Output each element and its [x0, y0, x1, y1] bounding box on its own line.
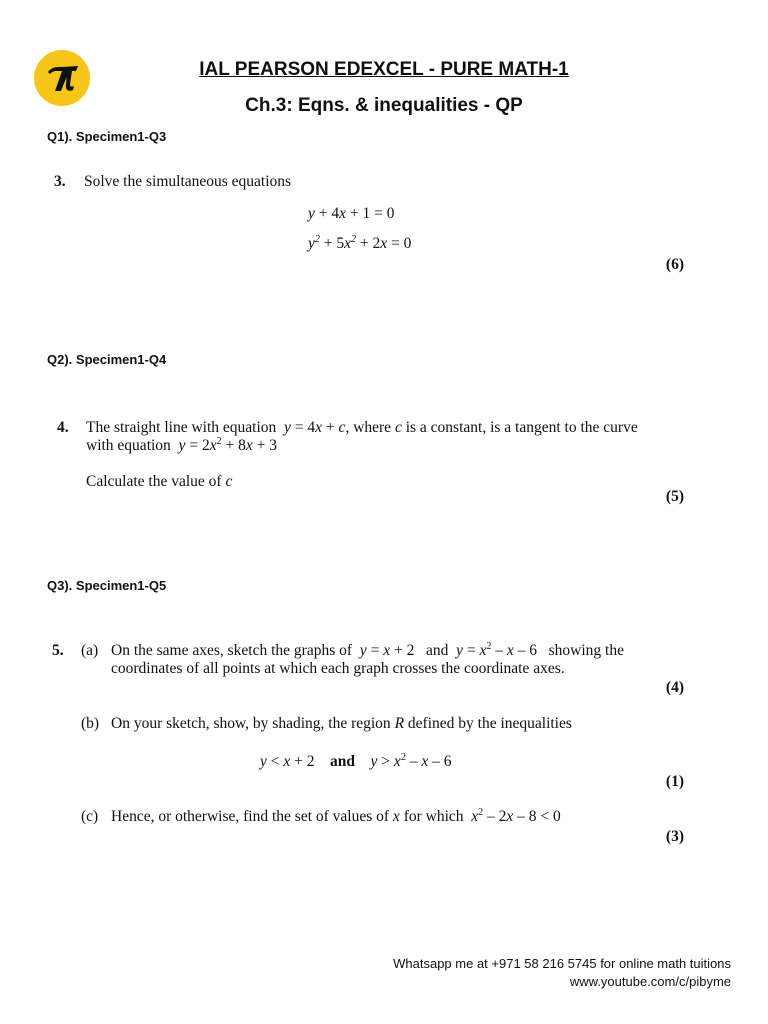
- question-1-prompt: Solve the simultaneous equations: [84, 173, 292, 190]
- equation-1: y + 4x + 1 = 0: [308, 205, 395, 222]
- part-b-inequalities: y < x + 2 and $y > x^2 - x - 6$: [260, 752, 452, 770]
- question-1-number: 3.: [54, 173, 66, 190]
- question-2-number: 4.: [57, 419, 69, 436]
- question-2-marks: (5): [665, 488, 684, 505]
- question-2-heading: Q2). Specimen1-Q4: [47, 352, 167, 367]
- question-1-heading: Q1). Specimen1-Q3: [47, 129, 167, 144]
- page-subtitle: Ch.3: Eqns. & inequalities - QP: [245, 95, 523, 116]
- question-2-calc: Calculate the value of c: [86, 473, 233, 490]
- page-title: IAL PEARSON EDEXCEL - PURE MATH-1: [199, 59, 569, 80]
- part-a-line-2: coordinates of all points at which each graph crosses the coordinate axes.: [111, 660, 565, 677]
- part-b-label: (b): [81, 715, 100, 732]
- part-b-text: On your sketch, show, by shading, the region R defined by the inequalities: [111, 715, 572, 732]
- part-b-marks: (1): [665, 773, 684, 790]
- equation-2: $y^2 + 5x^2 + 2x = 0$: [308, 234, 412, 252]
- part-a-line-1: On the same axes, sketch the graphs of y = x + 2 and $y = x^2 - x - 6$ showing the: [111, 641, 624, 659]
- question-3-heading: Q3). Specimen1-Q5: [47, 578, 167, 593]
- question-2-line-1: The straight line with equation y = 4x + c, where c is a constant, is a tangent to the curve: [86, 419, 638, 436]
- part-c-label: (c): [81, 808, 99, 825]
- question-3-number: 5.: [52, 642, 64, 659]
- question-2-line-2: with equation $y = 2x^2 + 8x + 3$: [86, 436, 277, 454]
- footer-youtube-link[interactable]: www.youtube.com/c/pibyme: [569, 974, 731, 989]
- part-a-label: (a): [81, 642, 99, 659]
- part-a-marks: (4): [665, 679, 684, 696]
- footer-whatsapp: Whatsapp me at +971 58 216 5745 for online math tuitions: [393, 956, 731, 971]
- part-c-marks: (3): [665, 828, 684, 845]
- part-c-text: Hence, or otherwise, find the set of values of x for which $x^2 - 2x - 8 < 0$: [111, 807, 561, 825]
- question-1-marks: (6): [665, 256, 684, 273]
